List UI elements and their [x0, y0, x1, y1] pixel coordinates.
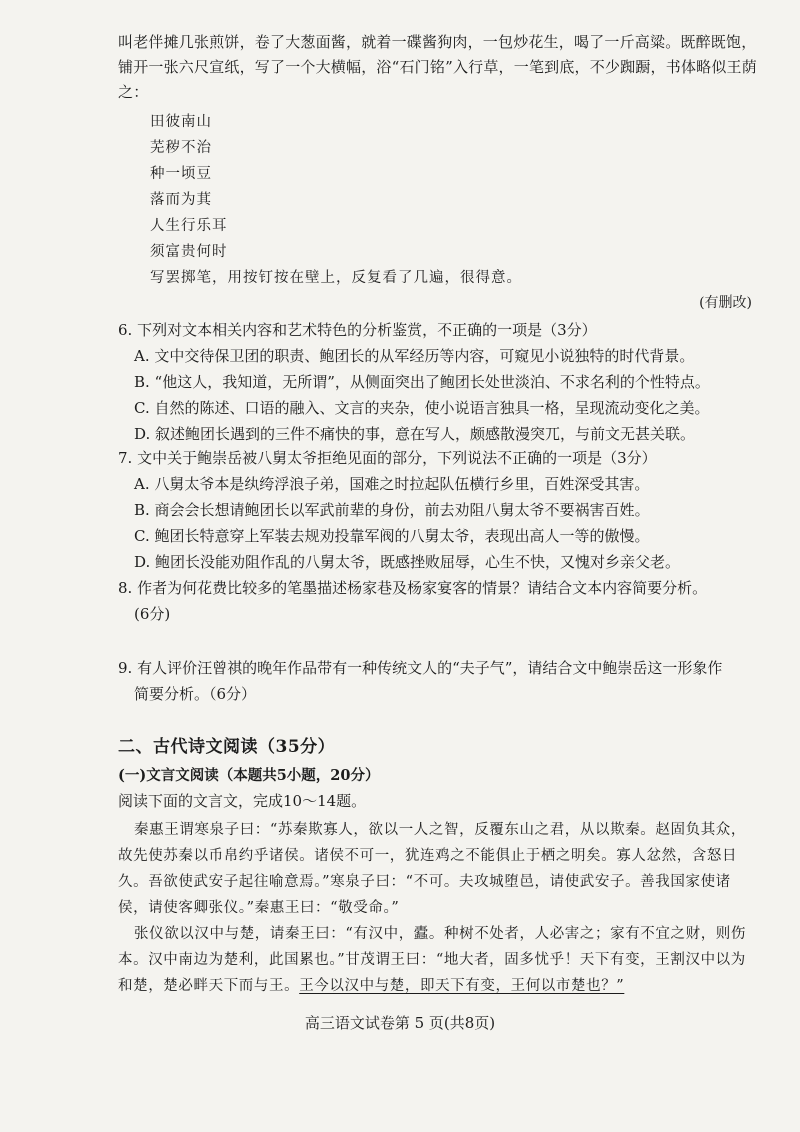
question-7-option-a: A. 八舅太爷本是纨绔浮浪子弟，国难之时拉起队伍横行乡里，百姓深受其害。	[134, 475, 650, 493]
poem-line: 田彼南山	[150, 114, 212, 130]
poem-line: 落而为萁	[150, 192, 212, 208]
section-2-title: 二、古代诗文阅读（35分）	[118, 737, 336, 757]
question-9-stem: 9. 有人评价汪曾祺的晚年作品带有一种传统文人的“夫子气”，请结合文中鲍崇岳这一形象作	[118, 659, 723, 677]
poem-line: 芜秽不治	[150, 140, 212, 156]
section-2-subtitle: (一)文言文阅读（本题共5小题，20分）	[118, 767, 380, 784]
poem-line: 种一顷豆	[150, 166, 212, 182]
classical-text-line: 侯，请使客卿张仪。”秦惠王曰：“敬受命。”	[118, 900, 400, 916]
question-7-stem: 7. 文中关于鲍崇岳被八舅太爷拒绝见面的部分，下列说法不正确的一项是（3分）	[118, 449, 657, 467]
question-6-option-a: A. 文中交待保卫团的职责、鲍团长的从军经历等内容，可窥见小说独特的时代背景。	[134, 347, 695, 365]
abridged-note: (有删改)	[699, 295, 752, 311]
question-6-option-d: D. 叙述鲍团长遇到的三件不痛快的事，意在写人，颇感散漫突兀，与前文无甚关联。	[134, 425, 696, 443]
poem-line: 须富贵何时	[150, 244, 228, 260]
poem-line: 人生行乐耳	[150, 218, 228, 234]
story-line: 之：	[118, 83, 149, 101]
classical-text-line: 故先使苏秦以币帛约乎诸侯。诸侯不可一，犹连鸡之不能俱止于栖之明矣。寡人忿然，含怒日	[118, 848, 738, 864]
page-footer: 高三语文试卷第 5 页(共8页)	[304, 1014, 496, 1032]
question-7-option-b: B. 商会会长想请鲍团长以军武前辈的身份，前去劝阻八舅太爷不要祸害百姓。	[134, 501, 650, 519]
classical-text-line: 张仪欲以汉中与楚，请秦王曰：“有汉中，蠹。种树不处者，人必害之；家有不宜之财，则伤	[134, 926, 747, 942]
classical-text-segment: 和楚，楚必畔天下而与王。	[118, 978, 300, 994]
section-2-instruction: 阅读下面的文言文，完成10～14题。	[118, 792, 367, 810]
story-closing-line: 写罢掷笔，用按钉按在壁上，反复看了几遍，很得意。	[150, 270, 522, 286]
story-line: 铺开一张六尺宣纸，写了一个大横幅，浴“石门铭”入行草，一笔到底，不少踟蹰，书体略似王荫	[118, 58, 757, 76]
question-9-stem-cont: 简要分析。（6分）	[134, 685, 257, 703]
classical-text-line: 秦惠王谓寒泉子曰：“苏秦欺寡人，欲以一人之智，反覆东山之君，从以欺秦。赵固负其众，	[134, 822, 747, 838]
question-6-stem: 6. 下列对文本相关内容和艺术特色的分析鉴赏，不正确的一项是（3分）	[118, 321, 597, 339]
question-6-option-b: B. “他这人，我知道，无所谓”，从侧面突出了鲍团长处世淡泊、不求名利的个性特点。	[134, 373, 710, 391]
underlined-sentence: 王今以汉中与楚，即天下有变，王何以市楚也？”	[299, 978, 625, 994]
classical-text-line-last	[118, 976, 624, 996]
question-8-stem: 8. 作者为何花费比较多的笔墨描述杨家巷及杨家宴客的情景？请结合文本内容简要分析。	[118, 579, 708, 597]
classical-text-line: 久。吾欲使武安子起往喻意焉。”寒泉子曰：“不可。夫攻城堕邑，请使武安子。善我国家使诸	[118, 874, 731, 890]
question-6-option-c: C. 自然的陈述、口语的融入、文言的夹杂，使小说语言独具一格，呈现流动变化之美。	[134, 399, 710, 417]
question-7-option-d: D. 鲍团长没能劝阻作乱的八舅太爷，既感挫败屈辱，心生不快，又愧对乡亲父老。	[134, 553, 681, 571]
story-line: 叫老伴摊几张煎饼，卷了大葱面酱，就着一碟酱狗肉，一包炒花生，喝了一斤高粱。既醉既饱，	[118, 33, 757, 51]
classical-text-line: 本。汉中南边为楚利，此国累也。”甘茂谓王曰：“地大者，固多忧乎！天下有变，王割汉中以为	[118, 952, 746, 968]
question-8-points: (6分)	[134, 605, 171, 623]
question-7-option-c: C. 鲍团长特意穿上军装去规劝投靠军阀的八舅太爷，表现出高人一等的傲慢。	[134, 527, 650, 545]
